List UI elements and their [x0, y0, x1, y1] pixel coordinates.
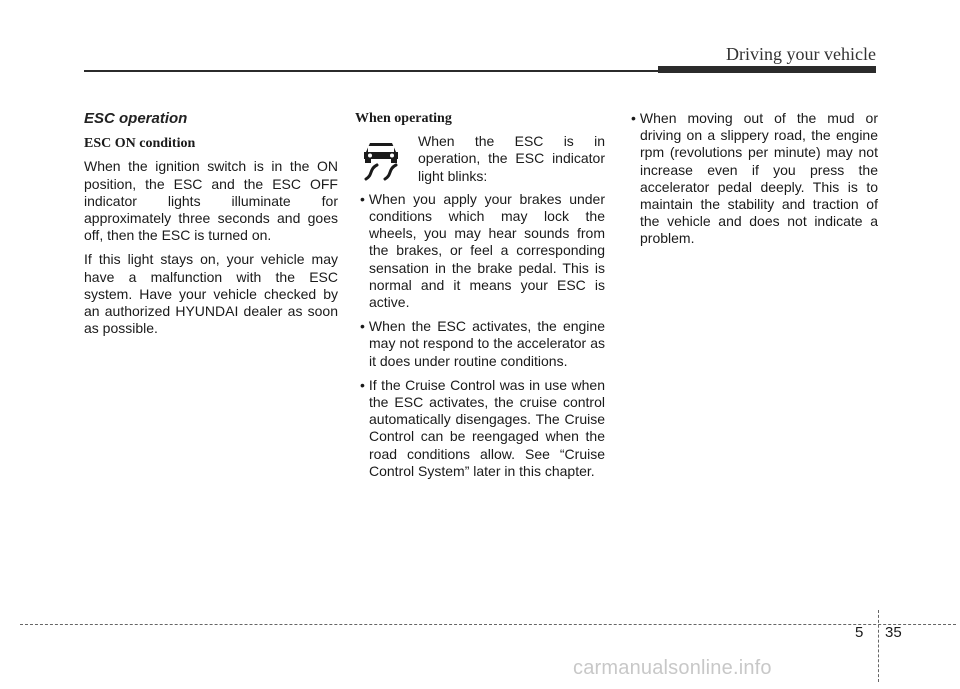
watermark: carmanualsonline.info [573, 657, 772, 679]
bullet-item: • When the ESC activates, the engine may not respond to the accelerator as it does under routine conditions. [355, 318, 605, 370]
paragraph-2: If this light stays on, your vehicle may have a malfunction with the ESC system. Have your vehicle checked by an authorized HYUNDAI dealer as soon as possible. [84, 251, 338, 337]
page-number: 35 [885, 624, 902, 641]
bullet-item: • When moving out of the mud or driving on a slippery road, the engine rpm (revolutions per minute) may not increase even if you press the accelerator pedal deeply. This is to maintain the stability and traction of the vehicle and does not indicate a problem. [626, 110, 878, 248]
section-title: ESC operation [84, 110, 188, 127]
esc-indicator-icon [357, 135, 405, 183]
header-rule-thin [84, 70, 660, 72]
bullet-list-operating [355, 191, 605, 480]
header-rule-thick [658, 66, 876, 73]
subtitle-when-operating: When operating [355, 111, 452, 126]
column-3 [626, 110, 878, 255]
paragraph-1: When the ignition switch is in the ON position, the ESC and the ESC OFF indicator lights illuminate for approximately three seconds and goes off, then the ESC is turned on. [84, 158, 338, 244]
icon-text: When the ESC is in operation, the ESC indicator light blinks: [418, 133, 605, 184]
column-2 [355, 110, 605, 487]
bullet-list-mud [626, 110, 878, 248]
header-title: Driving your vehicle [726, 44, 876, 64]
bullet-item: • When you apply your brakes under conditions which may lock the wheels, you may hear sounds from the brakes, or feel a corresponding sensation in the brake pedal. This is normal and it means your ESC is active. [355, 191, 605, 311]
footer-divider [20, 624, 956, 625]
subtitle-esc-on: ESC ON condition [84, 136, 196, 152]
icon-row [355, 133, 605, 185]
column-1 [84, 110, 338, 344]
bullet-item: • If the Cruise Control was in use when the ESC activates, the cruise control automatically disengages. The Cruise Control can be reengaged when the road conditions allow. See “Cruise Control System” later in this chapter. [355, 377, 605, 480]
page-number-divider [878, 610, 879, 682]
chapter-number: 5 [855, 624, 864, 641]
